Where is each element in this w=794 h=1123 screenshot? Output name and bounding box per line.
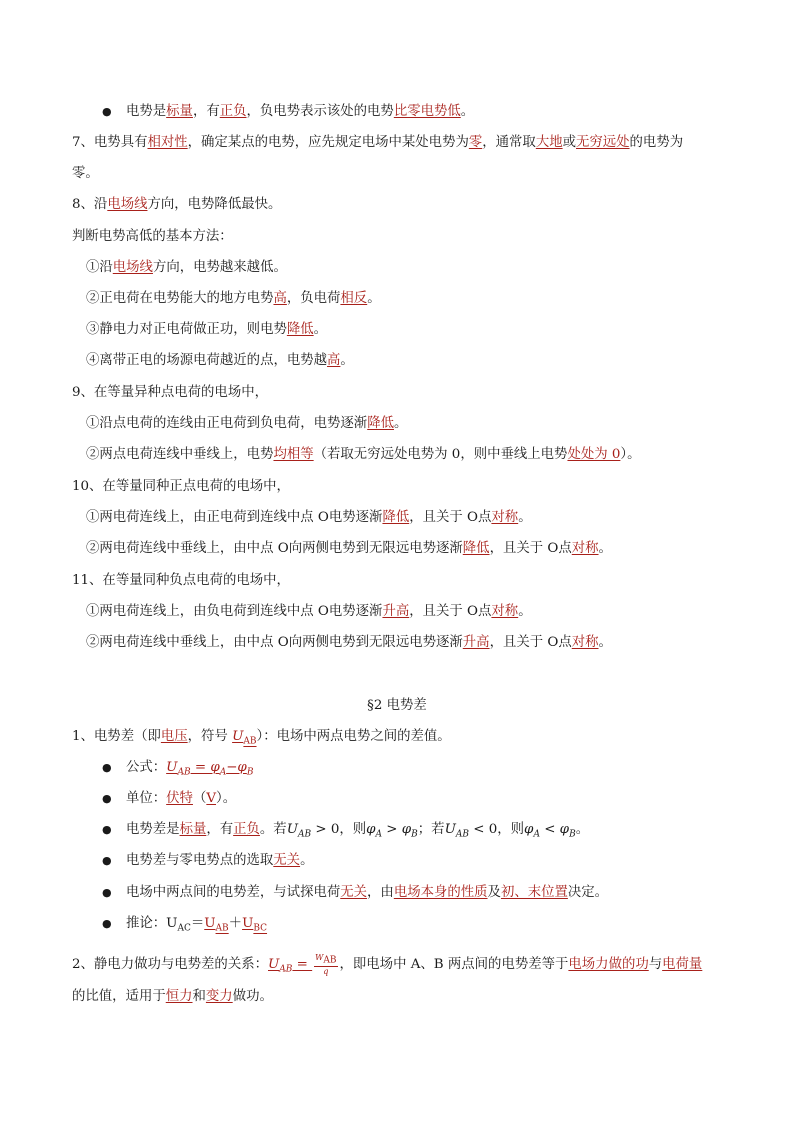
judge-item-3: ③静电力对正电荷做正功，则电势降低。 (86, 322, 328, 337)
para-potential-difference: 1、电势差（即电压，符号 $U_{AB}$）：电场中两点电势之间的差值。 (72, 729, 451, 747)
fraction: $\frac{W_{AB}}{q}$ (315, 953, 337, 976)
bullet-scalar: 电势差是标量，有正负。若$U_{AB} > 0$，则$\varphi_A > \varphi_B$；若$U_{AB} < 0$，则$\varphi_A < \varphi_B$。 (126, 822, 590, 840)
bullet-icon: ● (102, 761, 112, 774)
bullet-icon: ● (102, 854, 112, 867)
bullet-icon: ● (102, 792, 112, 805)
item-11-sub-1: ①两电荷连线上，由负电荷到连线中点 O电势逐渐升高，且关于 O点对称。 (86, 604, 532, 619)
bullet-icon: ● (102, 886, 112, 899)
bullet-icon: ● (102, 823, 112, 836)
judge-item-2: ②正电荷在电势能大的地方电势高，负电荷相反。 (86, 291, 381, 306)
item-10-sub-2: ②两电荷连线中垂线上，由中点 O向两侧电势到无限远电势逐渐降低，且关于 O点对称。 (86, 541, 612, 556)
para-item-7: 7、电势具有相对性，确定某点的电势，应先规定电场中某处电势为零，通常取大地或无穷远处的电势为 (72, 135, 684, 150)
para-work-relation-cont: 的比值，适用于恒力和变力做功。 (72, 989, 273, 1004)
para-item-8: 8、沿电场线方向，电势降低最快。 (72, 197, 282, 212)
bullet-inference: 推论：$U_{AC}=U_{AB}+U_{BC}$ (126, 916, 268, 934)
item-10-sub-1: ①两电荷连线上，由正电荷到连线中点 O电势逐渐降低，且关于 O点对称。 (86, 510, 532, 525)
judge-item-4: ④离带正电的场源电荷越近的点，电势越高。 (86, 353, 354, 368)
bullet-zero-reference: 电势差与零电势点的选取无关。 (126, 853, 314, 868)
bullet-formula: 公式：$U_{AB} = \varphi_A-\varphi_B$ (126, 760, 254, 778)
para-item-10: 10、在等量同种正点电荷的电场中， (72, 479, 290, 494)
section-heading: §2 电势差 (367, 698, 427, 713)
para-potential-scalar: 电势是标量，有正负，负电势表示该处的电势比零电势低。 (126, 104, 475, 119)
item-11-sub-2: ②两电荷连线中垂线上，由中点 O向两侧电势到无限远电势逐渐升高，且关于 O点对称。 (86, 635, 612, 650)
bullet-icon: ● (102, 105, 112, 118)
para-work-relation: 2、静电力做功与电势差的关系：$U_{AB}$ = $\frac{W_{AB}}{q}$ ，即电场中 A、B 两点间的电势差等于电场力做的功与电荷量 (72, 953, 703, 976)
judge-item-1: ①沿电场线方向，电势越来越低。 (86, 260, 287, 275)
item-9-sub-2: ②两点电荷连线中垂线上，电势均相等（若取无穷远处电势为 0，则中垂线上电势处处为 0）。 (86, 447, 641, 462)
para-item-9: 9、在等量异种点电荷的电场中， (72, 385, 268, 400)
para-item-11: 11、在等量同种负点电荷的电场中， (72, 573, 290, 588)
judge-title: 判断电势高低的基本方法： (72, 229, 233, 244)
bullet-test-charge: 电场中两点间的电势差，与试探电荷无关，由电场本身的性质及初、末位置决定。 (126, 885, 609, 900)
item-9-sub-1: ①沿点电荷的连线由正电荷到负电荷，电势逐渐降低。 (86, 416, 408, 431)
bullet-unit: 单位：伏特（V）。 (126, 791, 237, 806)
para-item-7-cont: 零。 (72, 166, 99, 181)
bullet-icon: ● (102, 917, 112, 930)
